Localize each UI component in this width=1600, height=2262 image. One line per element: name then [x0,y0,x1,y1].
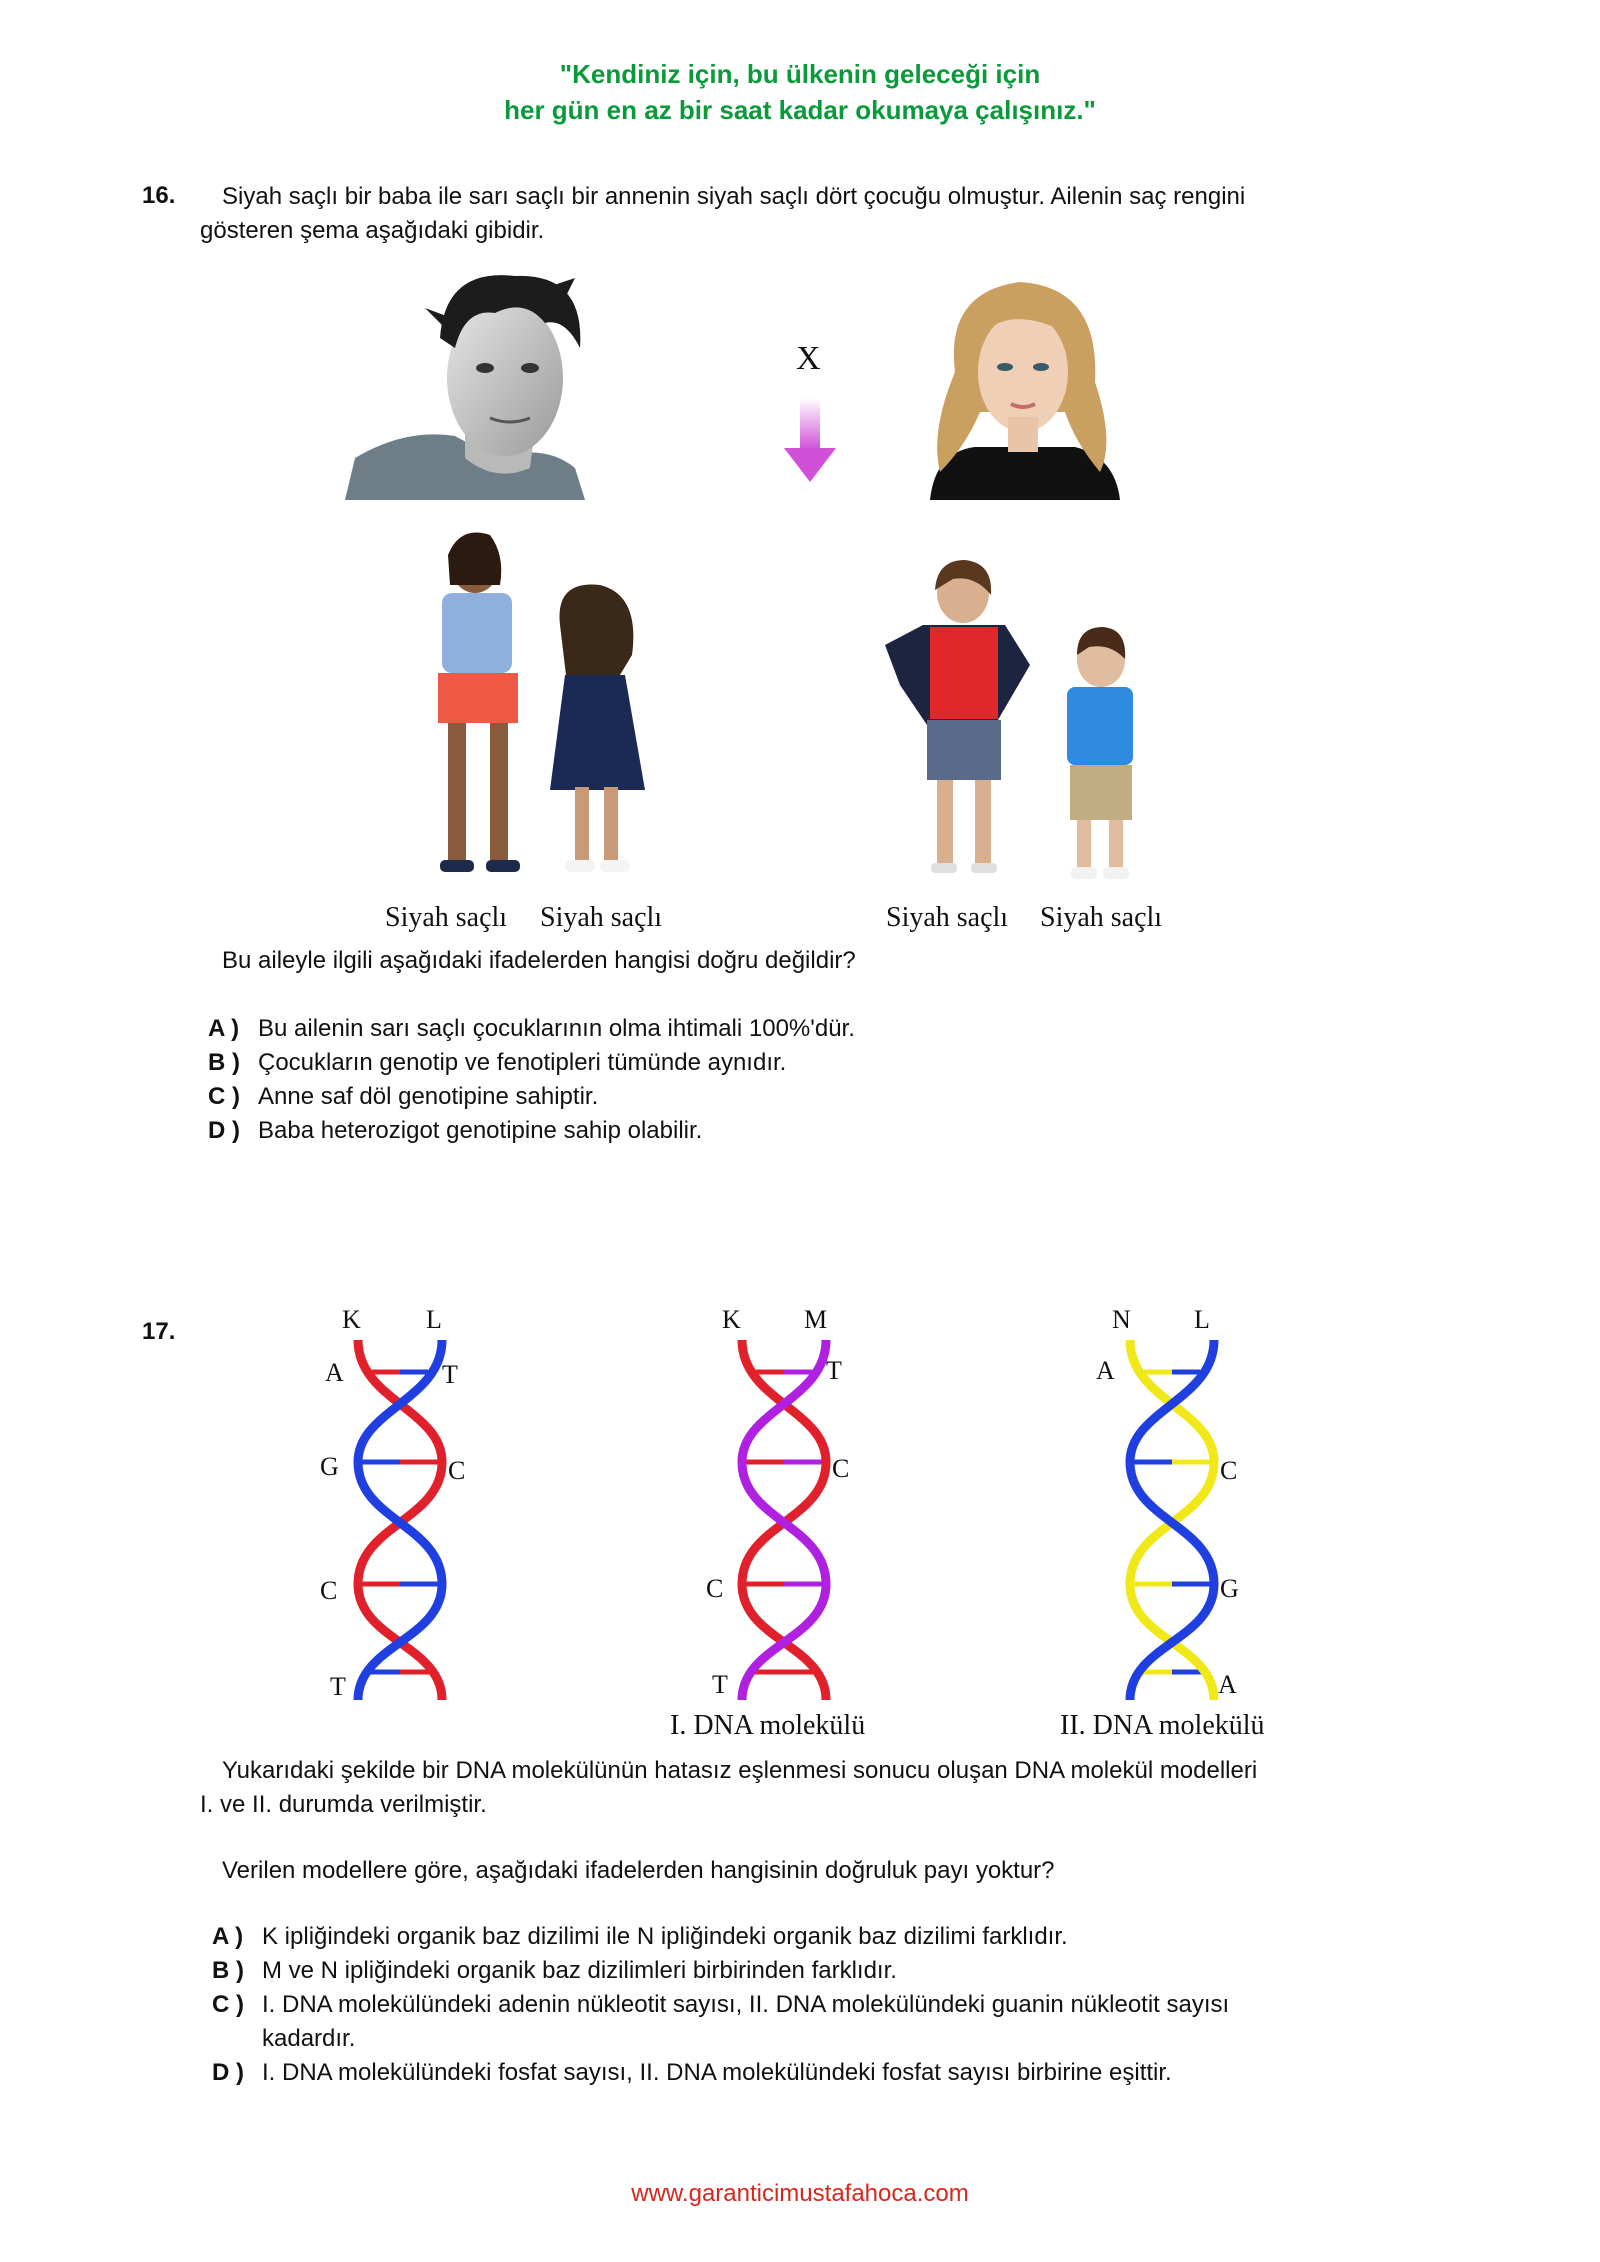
q17-question: Verilen modellere göre, aşağıdaki ifadelerden hangisinin doğruluk payı yoktur? [222,1857,1055,1884]
children-photo-boys [845,555,1160,895]
children-photo-girls [370,525,690,895]
option-text: kadardır. [262,2025,356,2052]
base-label: C [1220,1456,1238,1485]
strand-label-right: L [426,1305,442,1334]
option-letter: B ) [208,1049,240,1076]
q17-option-b[interactable] [212,1954,1229,1988]
base-label: T [330,1672,346,1701]
question-number-17: 17. [142,1318,176,1345]
option-text: Baba heterozigot genotipine sahip olabilir. [258,1117,703,1144]
child-label-2: Siyah saçlı [540,902,663,933]
base-label: T [826,1356,842,1385]
option-text: Anne saf döl genotipine sahiptir. [258,1083,599,1110]
option-text: Bu ailenin sarı saçlı çocuklarının olma ihtimali 100%'dür. [258,1015,855,1042]
child-label-3: Siyah saçlı [886,902,1009,933]
base-label: A [1096,1356,1115,1385]
child-label-4: Siyah saçlı [1040,902,1163,933]
dna-model-1 [670,1300,920,1741]
option-text: K ipliğindeki organik baz dizilimi ile N ipliğindeki organik baz dizilimi farklıdır. [262,1923,1068,1950]
base-label: A [325,1358,344,1387]
down-arrow-icon [782,398,838,484]
option-letter: A ) [212,1923,244,1950]
q16-option-a[interactable] [208,1012,855,1046]
strand-label-right: M [804,1305,828,1334]
motto-line-2: her gün en az bir saat kadar okumaya çalışınız." [504,95,1096,125]
strand-label-left: K [342,1305,361,1334]
base-label: G [320,1452,339,1481]
dna-caption-2: II. DNA molekülü [1060,1710,1265,1741]
q17-intro-line-1: Yukarıdaki şekilde bir DNA molekülünün hatasız eşlenmesi sonucu oluşan DNA molekül modelleri [222,1757,1258,1784]
base-label: T [712,1670,728,1699]
footer-url[interactable]: www.garanticimustafahoca.com [631,2180,969,2207]
strand-label-right: L [1194,1305,1210,1334]
q16-option-d[interactable] [208,1114,855,1148]
option-letter: A ) [208,1015,240,1042]
q17-option-c[interactable] [212,1988,1229,2022]
option-text: I. DNA molekülündeki adenin nükleotit sayısı, II. DNA molekülündeki guanin nükleotit sayısı [262,1991,1230,2018]
option-text: Çocukların genotip ve fenotipleri tümünde aynıdır. [258,1049,787,1076]
q17-option-d[interactable] [212,2056,1229,2090]
q16-options [208,1012,855,1148]
father-photo [345,268,645,500]
q16-option-b[interactable] [208,1046,855,1080]
option-letter: D ) [208,1117,240,1144]
base-label: C [832,1454,850,1483]
q17-option-c-continued [212,2022,1229,2056]
option-text: M ve N ipliğindeki organik baz dizilimleri birbirinden farklıdır. [262,1957,897,1984]
q17-option-a[interactable] [212,1920,1229,1954]
base-label: T [442,1360,458,1389]
dna-caption-1: I. DNA molekülü [670,1710,866,1741]
option-letter: C ) [212,1991,244,2018]
option-letter: D ) [212,2059,244,2086]
dna-model-2 [1060,1300,1300,1740]
child-label-1: Siyah saçlı [385,902,508,933]
base-label: C [320,1576,338,1605]
q16-option-c[interactable] [208,1080,855,1114]
option-text: I. DNA molekülündeki fosfat sayısı, II. DNA molekülündeki fosfat sayısı birbirine eşittir. [262,2059,1172,2086]
mother-photo [915,272,1130,500]
base-label: C [706,1574,724,1603]
base-label: G [1220,1574,1239,1603]
dna-helix [1112,1340,1232,1710]
motto-line-1: "Kendiniz için, bu ülkenin geleceği için [559,59,1041,89]
q17-options [212,1920,1229,2090]
strand-label-left: N [1112,1305,1131,1334]
option-letter: B ) [212,1957,244,1984]
q16-intro-line-2: gösteren şema aşağıdaki gibidir. [200,217,545,244]
strand-label-left: K [722,1305,741,1334]
dna-helix [340,1340,460,1710]
q16-question: Bu aileyle ilgili aşağıdaki ifadelerden hangisi doğru değildir? [222,947,856,974]
dna-helix [724,1340,844,1710]
q17-intro-line-2: I. ve II. durumda verilmiştir. [200,1791,487,1818]
question-number-16: 16. [142,182,176,209]
base-label: C [448,1456,466,1485]
q16-intro-line-1: Siyah saçlı bir baba ile sarı saçlı bir annenin siyah saçlı dört çocuğu olmuştur. Ailenin saç rengini [222,183,1246,210]
option-letter: C ) [208,1083,240,1110]
dna-model-original [300,1300,500,1720]
base-label: A [1218,1670,1237,1699]
cross-symbol: X [796,340,821,377]
